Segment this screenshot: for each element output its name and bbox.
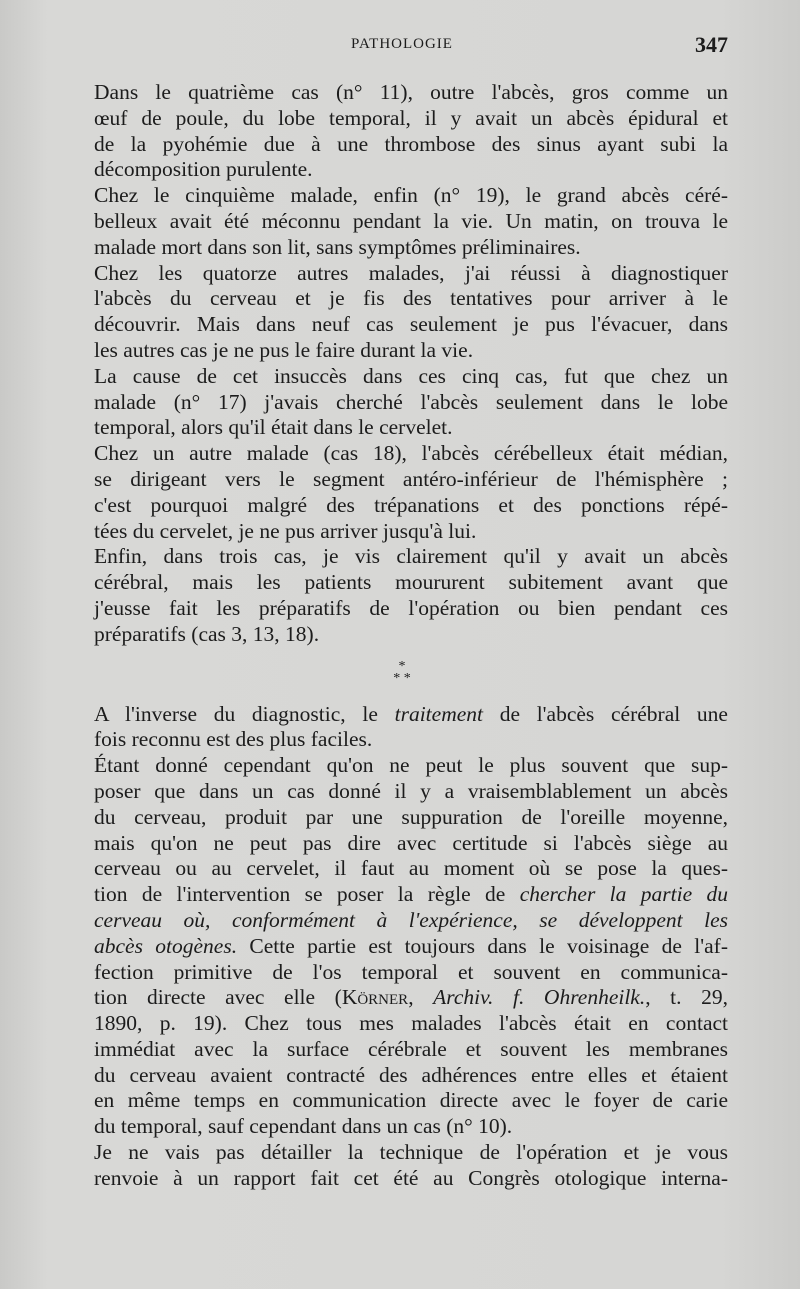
- paragraph-treatment-intro: [76, 702, 728, 754]
- text-line: poser que dans un cas donné il y a vraisemblablement un abcès: [94, 778, 728, 803]
- text-line: tées du cervelet, je ne pus arriver jusqu'à lui.: [94, 518, 477, 543]
- page-number: 347: [695, 32, 728, 57]
- text-line: c'est pourquoi malgré des trépanations et des ponctions répé-: [94, 492, 728, 517]
- text-line: Chez le cinquième malade, enfin (n° 19), le grand abcès céré-: [94, 183, 728, 208]
- text-line: du cerveau, produit par une suppuration de l'oreille moyenne,: [94, 804, 728, 829]
- paragraph-case-2: [76, 183, 728, 260]
- text-line: fois reconnu est des plus faciles.: [94, 727, 373, 752]
- paragraph-treatment-rule: [76, 753, 728, 1140]
- text-line: découvrir. Mais dans neuf cas seulement je pus l'évacuer, dans: [94, 312, 728, 337]
- paragraph-case-6: [76, 544, 728, 647]
- text-line: belleux avait été méconnu pendant la vie. Un matin, on trouva le: [94, 208, 728, 233]
- text-line: œuf de poule, du lobe temporal, il y avait un abcès épidural et: [94, 105, 728, 130]
- separator-stars-bottom: * *: [393, 670, 411, 686]
- text-line: cérébral, mais les patients moururent subitement avant que: [94, 570, 728, 595]
- text-line: Étant donné cependant qu'on ne peut le plus souvent que sup-: [94, 753, 728, 778]
- paragraph-case-4: [76, 364, 728, 441]
- text-line: 1890, p. 19). Chez tous mes malades l'abcès était en contact: [94, 1011, 728, 1036]
- text-line: les autres cas je ne pus le faire durant la vie.: [94, 337, 474, 362]
- text-line: Dans le quatrième cas (n° 11), outre l'abcès, gros comme un: [94, 80, 728, 104]
- separator-star-top: *: [398, 658, 406, 674]
- running-head: PATHOLOGIE: [351, 36, 453, 52]
- text-line: tion de l'intervention se poser la règle de chercher la partie du: [94, 882, 729, 907]
- text-line: A l'inverse du diagnostic, le traitement de l'abcès cérébral une: [94, 701, 728, 726]
- text-line: cerveau où, conformément à l'expérience, se développent les: [94, 907, 728, 932]
- journal-title: Archiv. f. Ohrenheilk.: [433, 985, 646, 1010]
- text-line: de la pyohémie due à une thrombose des sinus ayant subi la: [94, 131, 728, 156]
- author-name: Körner: [341, 985, 409, 1010]
- text-line: Chez les quatorze autres malades, j'ai réussi à diagnostiquer: [94, 260, 728, 285]
- text-line: du cerveau avaient contracté des adhérences entre elles et étaient: [94, 1062, 728, 1087]
- section-separator: [76, 660, 728, 684]
- section-cases: [76, 80, 728, 648]
- text-line: malade (n° 17) j'avais cherché l'abcès seulement dans le lobe: [94, 389, 728, 414]
- paragraph-technique: [76, 1140, 728, 1192]
- text-line: immédiat avec la surface cérébrale et souvent les membranes: [94, 1036, 728, 1061]
- text-line: Chez un autre malade (cas 18), l'abcès cérébelleux était médian,: [94, 441, 728, 466]
- text-line: renvoie à un rapport fait cet été au Congrès otologique interna-: [94, 1165, 728, 1190]
- text-line: mais qu'on ne peut pas dire avec certitude si l'abcès siège au: [94, 830, 728, 855]
- paragraph-case-1: [76, 80, 728, 183]
- paragraph-case-3: [76, 261, 728, 364]
- text-line: Enfin, dans trois cas, je vis clairement qu'il y avait un abcès: [94, 544, 728, 569]
- text-line: temporal, alors qu'il était dans le cervelet.: [94, 415, 453, 440]
- text-line: malade mort dans son lit, sans symptômes préliminaires.: [94, 234, 581, 259]
- text-line: décomposition purulente.: [94, 157, 313, 182]
- text-line: cerveau ou au cervelet, il faut au moment où se pose la ques-: [94, 856, 728, 881]
- page-body: [76, 80, 728, 1192]
- page-header: [76, 32, 728, 60]
- text-line: abcès otogènes. Cette partie est toujours dans le voisinage de l'af-: [94, 933, 728, 958]
- text-line: en même temps en communication directe avec le foyer de carie: [94, 1088, 728, 1113]
- text-line: l'abcès du cerveau et je fis des tentatives pour arriver à le: [94, 286, 728, 311]
- paragraph-case-5: [76, 441, 728, 544]
- text-line: Je ne vais pas détailler la technique de l'opération et je vous: [94, 1140, 728, 1165]
- text-line: La cause de cet insuccès dans ces cinq cas, fut que chez un: [94, 363, 728, 388]
- text-line: du temporal, sauf cependant dans un cas (n° 10).: [94, 1114, 513, 1139]
- text-line: fection primitive de l'os temporal et souvent en communica-: [94, 959, 728, 984]
- text-line: se dirigeant vers le segment antéro-inférieur de l'hémisphère ;: [94, 466, 728, 491]
- text-line: tion directe avec elle (Körner, Archiv. f. Ohrenheilk., t. 29,: [94, 985, 728, 1010]
- text-line: préparatifs (cas 3, 13, 18).: [94, 621, 320, 646]
- text-line: j'eusse fait les préparatifs de l'opération ou bien pendant ces: [94, 595, 728, 620]
